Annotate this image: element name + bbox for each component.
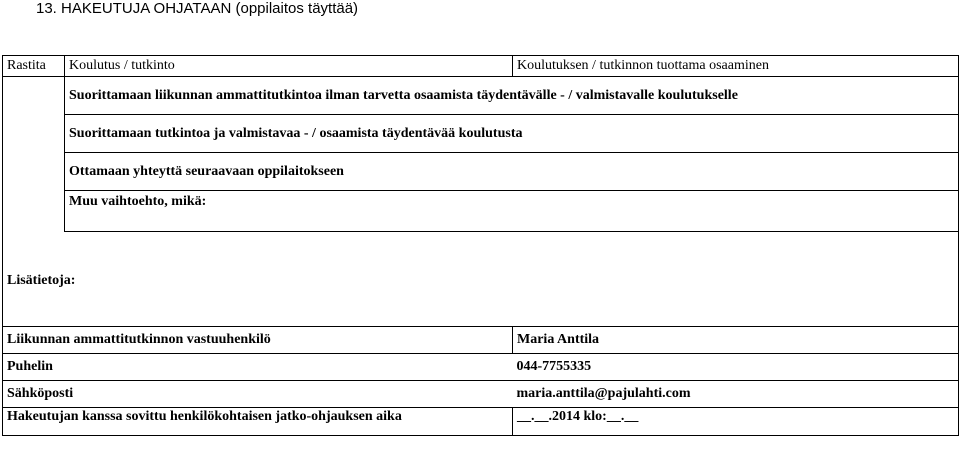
option-row-1	[3, 77, 959, 115]
email-value: maria.anttila@pajulahti.com	[513, 381, 959, 408]
additional-info-row	[3, 232, 959, 327]
checkbox-cell-2[interactable]	[3, 115, 65, 153]
checkbox-cell-3[interactable]	[3, 153, 65, 191]
guidance-date-field[interactable]: __.__.2014 klo:__.__	[513, 408, 959, 436]
guidance-label: Hakeutujan kanssa sovittu henkilökohtaisen jatko-ohjauksen aika	[3, 408, 513, 436]
checkbox-cell-4[interactable]	[3, 191, 65, 232]
option-1-label: Suorittamaan liikunnan ammattitutkintoa ilman tarvetta osaamista täydentävälle - / valmistavalle koulutukselle	[65, 77, 959, 115]
additional-info-label: Lisätietoja:	[7, 273, 76, 288]
phone-row	[3, 354, 959, 381]
phone-label: Puhelin	[3, 354, 513, 381]
header-rastita: Rastita	[3, 56, 65, 77]
section-heading: 13. HAKEUTUJA OHJATAAN (oppilaitos täyttää)	[36, 0, 359, 17]
option-4-label: Muu vaihtoehto, mikä:	[65, 191, 959, 232]
header-row	[3, 56, 959, 77]
email-label: Sähköposti	[3, 381, 513, 408]
option-row-2	[3, 115, 959, 153]
responsible-row	[3, 327, 959, 354]
guidance-row	[3, 408, 959, 436]
guidance-form-table	[2, 55, 959, 436]
option-row-4	[3, 191, 959, 232]
phone-value: 044-7755335	[513, 354, 959, 381]
additional-info-field[interactable]	[3, 232, 959, 327]
responsible-label: Liikunnan ammattitutkinnon vastuuhenkilö	[3, 327, 513, 354]
header-koulutus: Koulutus / tutkinto	[65, 56, 513, 77]
option-row-3	[3, 153, 959, 191]
option-2-label: Suorittamaan tutkintoa ja valmistavaa - / osaamista täydentävää koulutusta	[65, 115, 959, 153]
email-row	[3, 381, 959, 408]
option-3-label: Ottamaan yhteyttä seuraavaan oppilaitokseen	[65, 153, 959, 191]
checkbox-cell-1[interactable]	[3, 77, 65, 115]
responsible-value: Maria Anttila	[513, 327, 959, 354]
header-osaaminen: Koulutuksen / tutkinnon tuottama osaaminen	[513, 56, 959, 77]
